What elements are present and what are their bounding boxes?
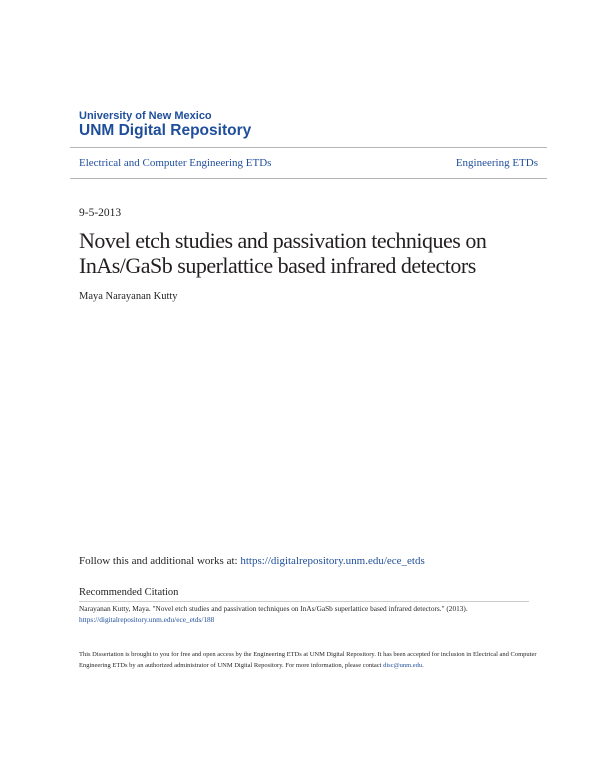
publication-date: 9-5-2013 — [79, 207, 122, 219]
university-name[interactable]: University of New Mexico — [79, 110, 212, 122]
notice-end: . — [422, 662, 424, 669]
citation-heading: Recommended Citation — [79, 587, 179, 598]
author-name: Maya Narayanan Kutty — [79, 291, 178, 302]
notice-text: This Dissertation is brought to you for free and open access by the Engineering ETDs at UNM Digital Repository. It has been accepted for inclusion in Electrical and Computer Engineering ETDs by an authorized administrator of UNM Digital Repository. For more information, please contact — [79, 651, 537, 669]
repository-name[interactable]: UNM Digital Repository — [79, 122, 252, 139]
citation-link[interactable]: https://digitalrepository.unm.edu/ece_etds/188 — [79, 615, 215, 624]
document-title: Novel etch studies and passivation techniques on InAs/GaSb superlattice based infrared detectors — [79, 228, 487, 278]
contact-email-link[interactable]: disc@unm.edu — [383, 662, 423, 669]
collection-link[interactable]: https://digitalrepository.unm.edu/ece_etds — [240, 555, 425, 567]
bottom-divider — [70, 178, 547, 179]
breadcrumb-collection-link[interactable]: Electrical and Computer Engineering ETDs — [79, 157, 272, 169]
citation-divider — [79, 601, 529, 602]
citation-block — [79, 603, 539, 625]
follow-text: Follow this and additional works at: — [79, 555, 241, 567]
top-divider — [70, 147, 547, 148]
citation-text: Narayanan Kutty, Maya. "Novel etch studies and passivation techniques on InAs/GaSb superlattice based infrared detectors." (2013). — [79, 604, 468, 613]
access-notice — [79, 649, 539, 671]
follow-line — [79, 555, 425, 567]
breadcrumb-parent-link[interactable]: Engineering ETDs — [455, 157, 538, 169]
